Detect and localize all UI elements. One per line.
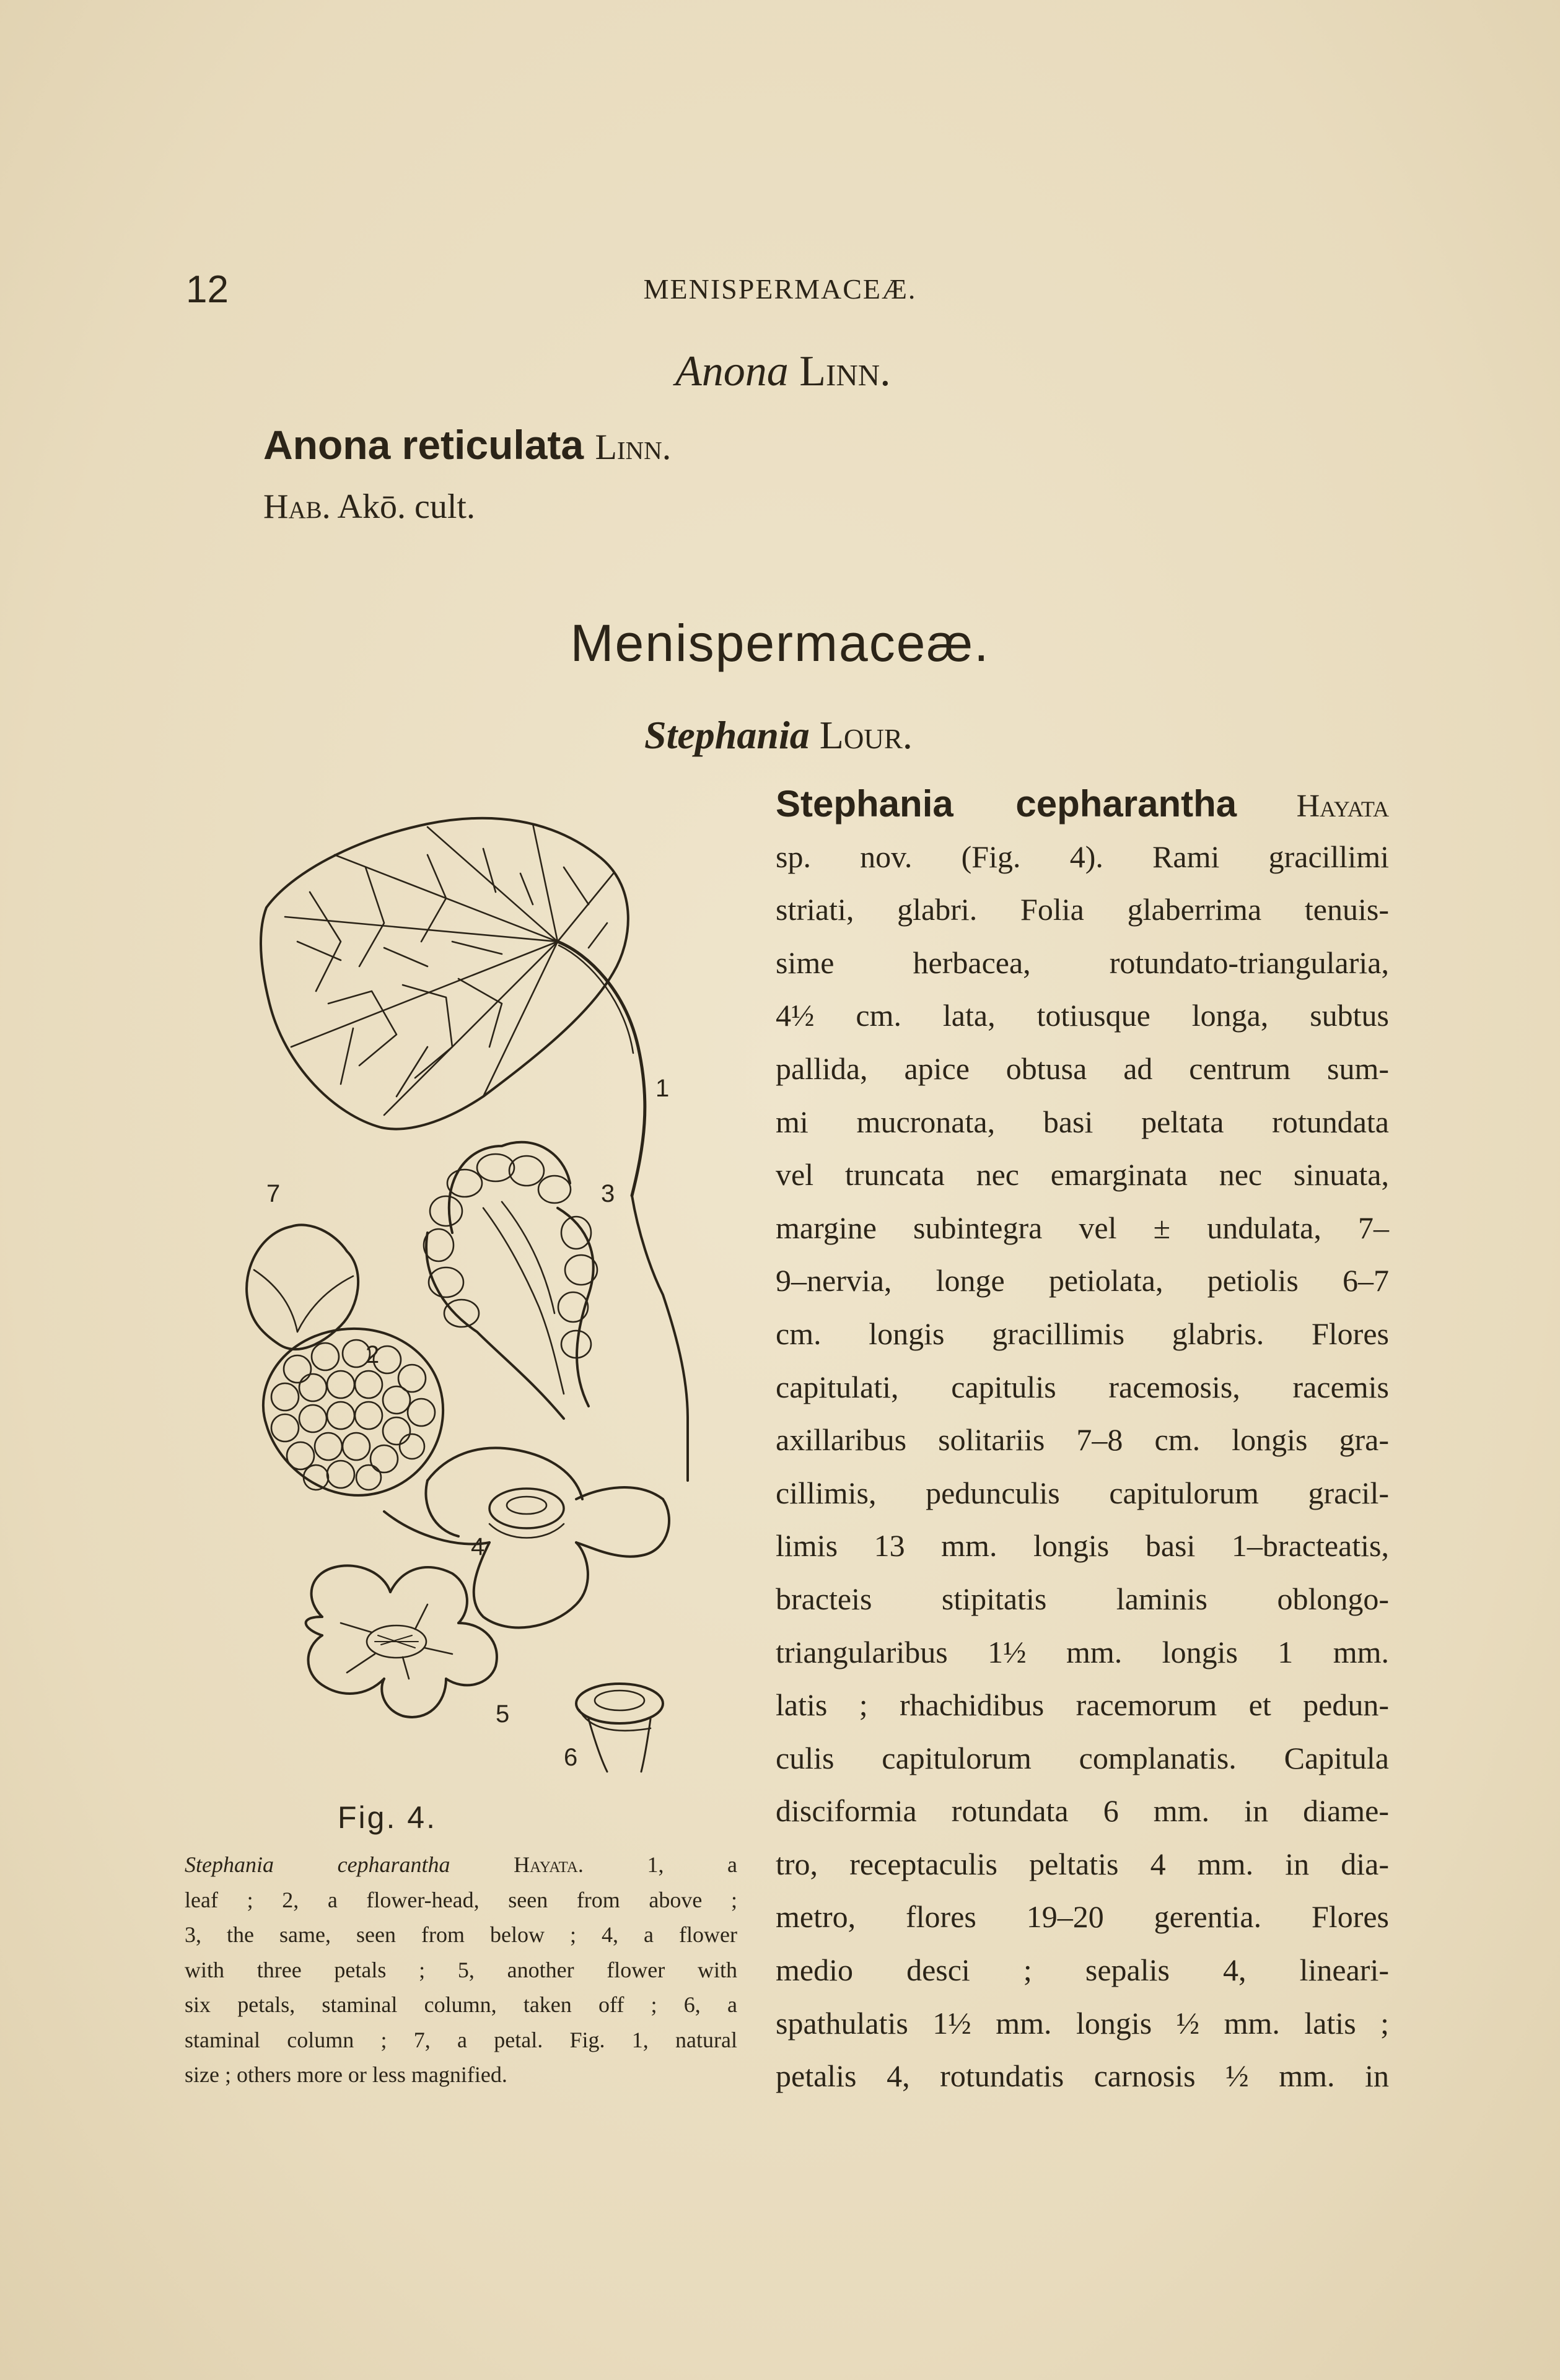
description-line: cillimis, pedunculis capitulorum gracil- — [776, 1475, 1389, 1510]
description-line: metro, flores 19–20 gerentia. Flores — [776, 1899, 1389, 1935]
habitat-line — [263, 487, 475, 527]
species-description — [776, 777, 1389, 2103]
flower-six-petals — [306, 1565, 497, 1717]
caption-line: size ; others more or less magnified. — [185, 2062, 507, 2087]
caption-first-line — [185, 1847, 737, 1883]
description-line: vel truncata nec emarginata nec sinuata, — [776, 1157, 1389, 1192]
leaf-outline — [261, 818, 628, 1129]
genus-author: Linn. — [799, 348, 891, 395]
genus-name: Stephania — [644, 713, 810, 757]
raceme-stem — [632, 1196, 688, 1481]
description-line: striati, glabri. Folia glaberrima tenuis- — [776, 892, 1389, 927]
caption-species: Stephania cepharantha — [185, 1852, 450, 1877]
species-heading-anona — [263, 421, 671, 468]
description-line: culis capitulorum complanatis. Capitula — [776, 1740, 1389, 1775]
description-line: tro, receptaculis peltatis 4 mm. in dia- — [776, 1846, 1389, 1881]
figure-number-7: 7 — [266, 1180, 281, 1207]
figure-number-5: 5 — [496, 1700, 510, 1728]
species-author: Hayata — [1296, 789, 1389, 824]
figure-number-6: 6 — [564, 1744, 578, 1771]
staminal-column — [576, 1684, 663, 1772]
family-heading: Menispermaceæ. — [570, 614, 990, 672]
description-line: margine subintegra vel ± undulata, 7– — [776, 1210, 1389, 1245]
caption-first-rest: 1, a — [647, 1852, 738, 1877]
habitat-label: Hab. — [263, 488, 331, 526]
figure-number-2: 2 — [366, 1341, 380, 1368]
figure-number-1: 1 — [655, 1075, 670, 1102]
figure-number-4: 4 — [471, 1533, 485, 1560]
caption-line: leaf ; 2, a flower-head, seen from above ; — [185, 1887, 737, 1912]
description-line: cm. longis gracillimis glabris. Flores — [776, 1316, 1389, 1351]
caption-line: staminal column ; 7, a petal. Fig. 1, natural — [185, 2027, 737, 2052]
figure-label: Fig. 4. — [338, 1800, 437, 1835]
description-line: triangularibus 1½ mm. longis 1 mm. — [776, 1634, 1389, 1669]
flower-head-above — [263, 1329, 443, 1495]
figure-caption — [185, 1847, 737, 2093]
caption-line: with three petals ; 5, another flower with — [185, 1957, 737, 1982]
genus-author: Lour. — [819, 713, 913, 757]
description-line: 4½ cm. lata, totiusque longa, subtus — [776, 998, 1389, 1033]
habitat-text: Akō. cult. — [337, 488, 475, 526]
description-line: axillaribus solitariis 7–8 cm. longis gra- — [776, 1422, 1389, 1458]
genus-heading-stephania — [644, 712, 913, 758]
botanical-illustration — [242, 799, 712, 1790]
genus-name: Anona — [675, 348, 789, 395]
running-title: MENISPERMACEÆ. — [643, 273, 917, 305]
description-line: capitulati, capitulis racemosis, racemis — [776, 1369, 1389, 1404]
description-heading-line — [776, 777, 1389, 831]
description-line: mi mucronata, basi peltata rotundata — [776, 1104, 1389, 1139]
caption-line: six petals, staminal column, taken off ; 6, a — [185, 1992, 737, 2017]
description-line: petalis 4, rotundatis carnosis ½ mm. in — [776, 2058, 1389, 2094]
description-line: limis 13 mm. longis basi 1–bracteatis, — [776, 1528, 1389, 1564]
description-line: 9–nervia, longe petiolata, petiolis 6–7 — [776, 1263, 1389, 1298]
flower-head-below — [424, 1142, 597, 1419]
description-line: sime herbacea, rotundato-triangularia, — [776, 945, 1389, 980]
page-number: 12 — [186, 268, 229, 311]
species-author: Linn. — [595, 427, 672, 467]
description-line: pallida, apice obtusa ad centrum sum- — [776, 1051, 1389, 1086]
species-name: Anona reticulata — [263, 422, 584, 468]
petiole — [558, 942, 645, 1196]
description-line: sp. nov. (Fig. 4). Rami gracillimi — [776, 839, 1389, 874]
caption-author: Hayata. — [514, 1852, 584, 1877]
genus-heading-anona — [675, 347, 891, 396]
figure-number-3: 3 — [601, 1180, 615, 1207]
description-line: bracteis stipitatis laminis oblongo- — [776, 1581, 1389, 1616]
description-line: latis ; rhachidibus racemorum et pedun- — [776, 1687, 1389, 1723]
caption-line: 3, the same, seen from below ; 4, a flower — [185, 1922, 737, 1947]
species-name: Stephania cepharantha — [776, 783, 1237, 825]
leaf-veins — [285, 824, 613, 1115]
description-line: disciformia rotundata 6 mm. in diame- — [776, 1793, 1389, 1829]
description-line: spathulatis 1½ mm. longis ½ mm. latis ; — [776, 2005, 1389, 2041]
flower-three-petals — [384, 1448, 669, 1627]
description-line: medio desci ; sepalis 4, lineari- — [776, 1953, 1389, 1988]
